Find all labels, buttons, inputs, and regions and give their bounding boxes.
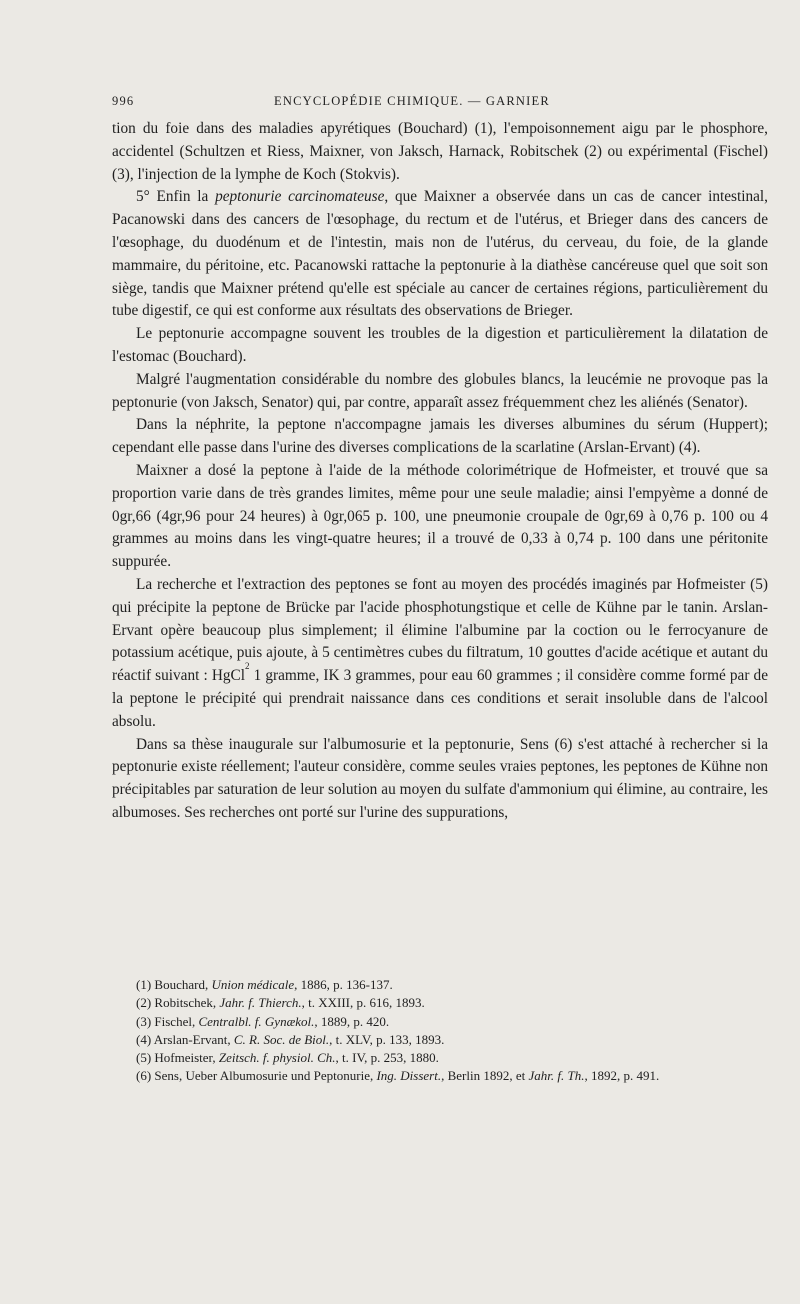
footnote-source: Jahr. f. Th. [528,1068,585,1084]
footnote [112,976,768,994]
footnote [112,1049,768,1067]
footnote [112,1013,768,1031]
paragraph [112,186,768,323]
footnote [112,994,768,1012]
footnote-source: Jahr. f. Thierch. [219,995,302,1011]
footnote [112,1031,768,1049]
body-text [112,118,768,825]
paragraph-lead: 5° Enfin la [136,188,216,206]
footnote-text: (3) Fischel, [136,1013,199,1029]
paragraph: tion du foie dans des maladies apyrétiques (Bouchard) (1), l'empoisonnement aigu par le phosphore, accidentel (Schultzen et Riess, Maixner, von Jaksch, Harnack, Robitschek (2) ou expérimental (Fischel) (3), l'injection de la lymphe de Koch (Stokvis). [112,120,768,183]
footnote-source: Centralbl. f. Gynækol. [198,1013,315,1029]
footnote-text: (5) Hofmeister, [136,1050,219,1066]
paragraph: Dans sa thèse inaugurale sur l'albumosurie et la peptonurie, Sens (6) s'est attaché à rechercher si la peptonurie existe réellement; l'auteur considère, comme seules vraies peptones, les peptones de Kühne non précipitables par saturation de leur solution au moyen du sulfate d'ammonium qui élimine, au contraire, les albumoses. Ses recherches ont porté sur l'urine des suppurations, [112,735,768,821]
footnote-text: , t. XLV, p. 133, 1893. [329,1031,445,1047]
footnote-text: , 1889, p. 420. [314,1013,390,1029]
footnote-text: , t. XXIII, p. 616, 1893. [301,995,425,1011]
footnote-text: (4) Arslan-Ervant, [136,1031,234,1047]
page-number: 996 [112,94,135,108]
paragraph [112,574,768,734]
footnote-text: (1) Bouchard, [136,977,212,992]
paragraph: Le peptonurie accompagne souvent les troubles de la digestion et particulièrement la dilatation de l'estomac (Bouchard). [112,325,768,365]
footnote-source: Union médicale [211,977,295,992]
footnote-text: (6) Sens, Ueber Albumosurie und Peptonurie, [136,1068,377,1084]
footnotes [112,976,768,1086]
footnote-source: Zeitsch. f. physiol. Ch. [218,1050,336,1066]
paragraph: Dans la néphrite, la peptone n'accompagne jamais les diverses albumines du sérum (Huppert); cependant elle passe dans l'urine des diverses complications de la scarlatine (Arslan-Ervant) (4). [112,416,768,457]
footnote [112,1067,768,1085]
footnote-text: , 1892, p. 491. [584,1068,660,1084]
footnote-source: C. R. Soc. de Biol. [233,1031,330,1047]
running-title: ENCYCLOPÉDIE CHIMIQUE. — GARNIER [274,94,550,108]
superscript: 2 [244,661,250,672]
paragraph-rest: , que Maixner a observée dans un cas de cancer intestinal, Pacanowski dans des cancers de l'œsophage, du rectum et de l'utérus, et Brieger dans des cancers de l'œsophage, du duodénum et de l'intestin, mais non de l'utérus, du cerveau, du foie, de la glande mammaire, du péritoine, etc. Pacanowski rattache la peptonurie à la diathèse cancéreuse quel que soit son siège, tandis que Maixner prétend qu'elle est spéciale au cancer de certaines régions, particulièrement du tube digestif, ce qui est conforme aux résultats des observations de Brieger. [112,188,769,320]
footnote-text: , 1886, p. 136-137. [294,977,393,992]
paragraph-rest: 1 gramme, IK 3 grammes, pour eau 60 grammes ; il considère comme formé par de la peptone le précipité qui prendrait naissance dans ces conditions et serait insoluble dans de l'alcool absolu. [112,667,768,730]
emphasis-term: peptonurie carcinomateuse [215,188,385,206]
paragraph-lead: La recherche et l'extraction des peptones se font au moyen des procédés imaginés par Hofmeister (5) qui précipite la peptone de Brücke par l'acide phosphotungstique et celle de Kühne par le tanin. Arslan-Ervant opère beaucoup plus simplement; il élimine l'albumine par la coction ou le ferrocyanure de potassium acétique, puis ajoute, à 5 centimètres cubes du filtratum, 10 gouttes d'acide acétique et autant du réactif suivant : HgCl [112,575,768,685]
footnote-source: Ing. Dissert. [376,1068,442,1084]
paragraph: Maixner a dosé la peptone à l'aide de la méthode colorimétrique de Hofmeister, et trouvé que sa proportion varie dans de très grandes limites, même pour une seule maladie; ainsi l'empyème a donné de 0gr,66 (4gr,96 pour 24 heures) à 0gr,065 p. 100, une pneumonie croupale de 0gr,69 à 0,76 p. 100 ou 4 grammes au moins dans les vingt-quatre heures; il a trouvé de 0,33 à 0,74 p. 100 dans une péritonite suppurée. [112,461,768,571]
footnote-text: , t. IV, p. 253, 1880. [335,1050,439,1066]
paragraph: Malgré l'augmentation considérable du nombre des globules blancs, la leucémie ne provoque pas la peptonurie (von Jaksch, Senator) qui, par contre, apparaît assez fréquemment chez les aliénés (Senator). [112,370,768,411]
footnote-text: (2) Robitschek, [136,995,220,1011]
footnote-text: , Berlin 1892, et [441,1068,529,1084]
